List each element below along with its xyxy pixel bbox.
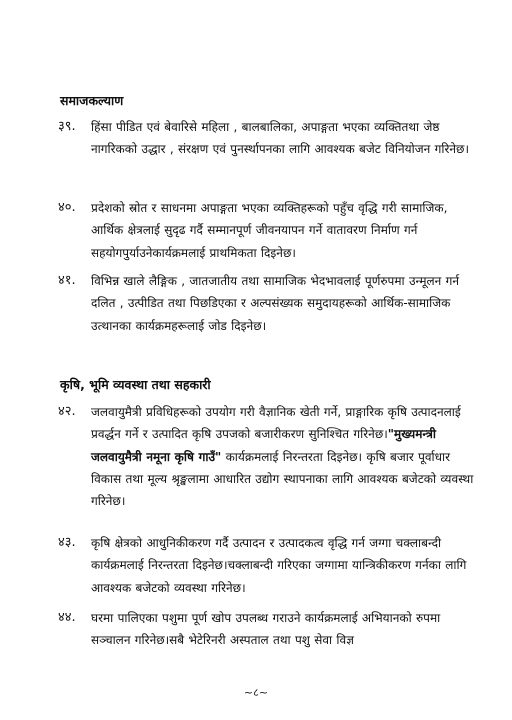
list-item-41 xyxy=(58,270,482,337)
item-text-part: जलवायुमैत्री प्रविधिहरूको उपयोग गरी वैज्ञानिक खेती गर्ने, प्राङ्गारिक कृषि उत्पादनलाई प्रवर्द्धन गर्ने र उत्पादित कृषि उपजको बजारीकरण सुनिश्चित गरिनेछ। xyxy=(91,405,461,442)
item-number: ४०. xyxy=(58,200,76,215)
item-text: कृषि क्षेत्रको आधुनिकीकरण गर्दै उत्पादन र उत्पादकत्व वृद्धि गर्न जग्गा चक्लाबन्दी कार्यक्रमलाई निरन्तरता दिइनेछ।चक्लाबन्दी गरिएका जग्गामा यान्त्रिकीकरण गर्नका लागि आवश्यक बजेटको व्यवस्था गरिनेछ। xyxy=(91,536,467,595)
item-number: ३९. xyxy=(58,119,76,134)
item-number: ४४. xyxy=(58,610,76,625)
item-number: ४३. xyxy=(58,535,76,550)
list-item-42 xyxy=(58,401,482,512)
program-name-emphasis: "मुख्यमन्त्री जलवायुमैत्री नमूना कृषि गाउँ" xyxy=(91,427,437,464)
list-item-43 xyxy=(58,532,482,599)
item-text: प्रदेशको स्रोत र साधनमा अपाङ्गता भएका व्यक्तिहरूको पहुँच वृद्धि गरी सामाजिक, आर्थिक क्षेत्रलाई सुदृढ गर्दै सम्मानपूर्ण जीवनयापन गर्ने वातावरण निर्माण गर्न सहयोगपुर्याउनेकार्यक्रमलाई प्राथमिकता दिइनेछ। xyxy=(91,201,448,260)
list-item-39 xyxy=(58,116,482,161)
list-item-40 xyxy=(58,197,482,264)
item-text-part: कार्यक्रमलाई निरन्तरता दिइनेछ। कृषि बजार पूर्वाधार विकास तथा मूल्य श्रृङ्खलामा आधारित उद्योग स्थापनाका लागि आवश्यक बजेटको व्यवस्था गरिनेछ। xyxy=(91,449,474,509)
item-text: हिंसा पीडित एवं बेवारिसे महिला , बालबालिका, अपाङ्गता भएका व्यक्तितथा जेष्ठ नागरिकको उद्धार , संरक्षण एवं पुनर्स्थापनका लागि आवश्यक बजेट विनियोजन गरिनेछ। xyxy=(91,120,470,157)
section-heading-agriculture: कृषि, भूमि व्यवस्था तथा सहकारी xyxy=(60,377,211,392)
item-text: विभिन्न खाले लैङ्गिक , जातजातीय तथा सामाजिक भेदभावलाई पूर्णरुपमा उन्मूलन गर्न दलित , उत्पीडित तथा पिछडिएका र अल्पसंख्यक समुदायहरूको आर्थिक-सामाजिक उत्थानका कार्यक्रमहरूलाई जोड दिइनेछ। xyxy=(91,274,460,333)
page-number: ~८~ xyxy=(243,686,269,699)
item-text: घरमा पालिएका पशुमा पूर्ण खोप उपलब्ध गराउने कार्यक्रमलाई अभियानको रुपमा सञ्चालन गरिनेछ।सबै भेटेरिनरी अस्पताल तथा पशु सेवा विज्ञ xyxy=(91,611,441,648)
list-item-44 xyxy=(58,607,482,652)
item-number: ४२. xyxy=(58,404,76,419)
item-text xyxy=(91,401,482,512)
item-number: ४१. xyxy=(58,273,76,288)
section-heading-social-welfare: समाजकल्याण xyxy=(60,93,124,108)
